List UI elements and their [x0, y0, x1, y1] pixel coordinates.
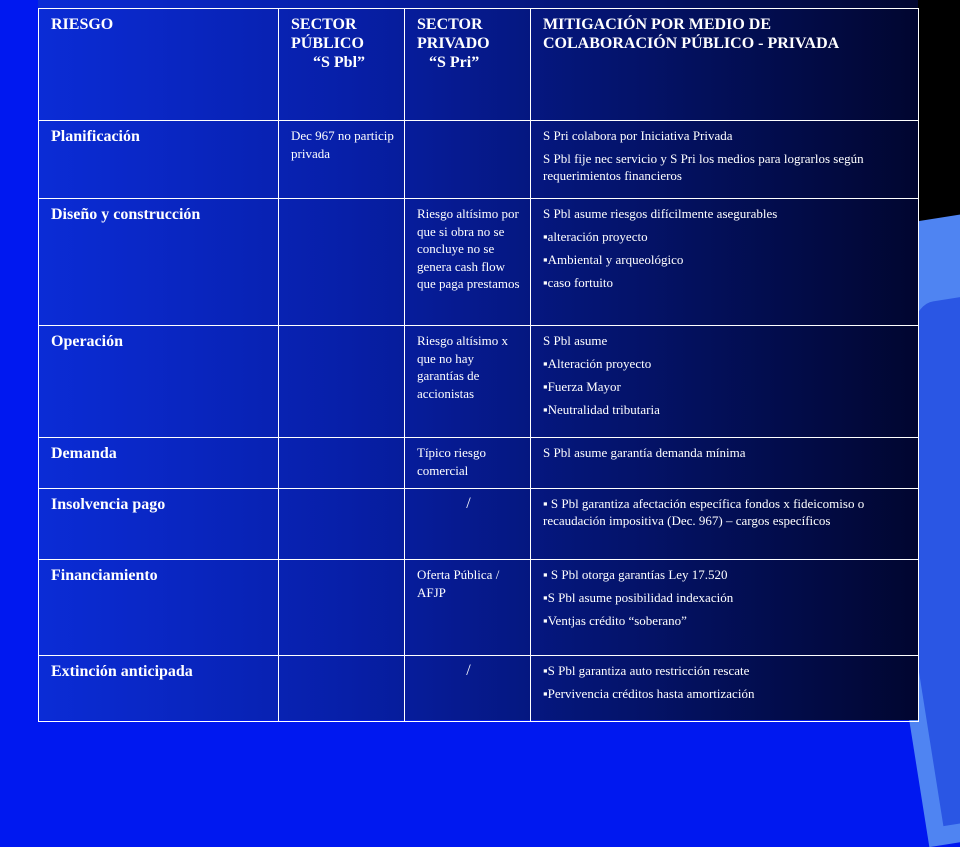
- mitigation-item: S Pbl asume riesgos difícilmente asegurables: [543, 206, 778, 221]
- table-row: [39, 560, 919, 656]
- row-mitigation-cell: [531, 656, 919, 722]
- row-private-cell: /: [405, 656, 531, 722]
- mitigation-item: ▪alteración proyecto: [543, 229, 648, 244]
- risk-table: [38, 8, 919, 722]
- mitigation-item: ▪Pervivencia créditos hasta amortización: [543, 686, 755, 701]
- mitigation-item: ▪S Pbl garantiza auto restricción rescate: [543, 663, 750, 678]
- row-risk-label: Demanda: [39, 438, 279, 489]
- row-risk-label: Extinción anticipada: [39, 656, 279, 722]
- row-risk-label: Diseño y construcción: [39, 199, 279, 326]
- row-risk-label: Financiamiento: [39, 560, 279, 656]
- row-mitigation-cell: [531, 121, 919, 199]
- header-mitigation: MITIGACIÓN POR MEDIO DE COLABORACIÓN PÚBLICO - PRIVADA: [531, 9, 919, 121]
- row-public-cell: [279, 489, 405, 560]
- row-mitigation-cell: [531, 199, 919, 326]
- table-row: [39, 489, 919, 560]
- row-public-cell: Dec 967 no particip privada: [279, 121, 405, 199]
- row-private-cell: Oferta Pública / AFJP: [405, 560, 531, 656]
- header-private-abbr: “S Pri”: [429, 54, 480, 71]
- row-risk-label: Operación: [39, 326, 279, 438]
- mitigation-item: ▪S Pbl asume posibilidad indexación: [543, 590, 734, 605]
- mitigation-item: S Pbl asume garantía demanda mínima: [543, 445, 746, 460]
- row-private-cell: Típico riesgo comercial: [405, 438, 531, 489]
- mitigation-item: ▪ S Pbl garantiza afectación específica fondos x fideicomiso o recaudación impositiva (Dec. 967) – cargos específicos: [543, 496, 865, 528]
- mitigation-item: ▪Ambiental y arqueológico: [543, 252, 684, 267]
- row-risk-label: Insolvencia pago: [39, 489, 279, 560]
- row-private-cell: [405, 121, 531, 199]
- table-row: [39, 326, 919, 438]
- table-row: [39, 438, 919, 489]
- mitigation-item: ▪Neutralidad tributaria: [543, 402, 660, 417]
- row-private-cell: Riesgo altísimo x que no hay garantías de accionistas: [405, 326, 531, 438]
- row-public-cell: [279, 560, 405, 656]
- row-private-cell: Riesgo altísimo por que si obra no se concluye no se genera cash flow que paga prestamos: [405, 199, 531, 326]
- mitigation-item: ▪caso fortuito: [543, 275, 613, 290]
- mitigation-item: ▪Ventjas crédito “soberano”: [543, 613, 687, 628]
- mitigation-item: ▪Fuerza Mayor: [543, 379, 621, 394]
- row-public-cell: [279, 438, 405, 489]
- mitigation-item: ▪Alteración proyecto: [543, 356, 652, 371]
- row-mitigation-cell: [531, 560, 919, 656]
- header-row: [39, 9, 919, 121]
- table-row: [39, 656, 919, 722]
- table-row: [39, 199, 919, 326]
- header-public-sector: SECTOR PÚBLICO “S Pbl”: [279, 9, 405, 121]
- row-risk-label: Planificación: [39, 121, 279, 199]
- row-public-cell: [279, 199, 405, 326]
- row-private-cell: /: [405, 489, 531, 560]
- row-public-cell: [279, 656, 405, 722]
- row-mitigation-cell: [531, 489, 919, 560]
- row-public-cell: [279, 326, 405, 438]
- header-risk: RIESGO: [39, 9, 279, 121]
- mitigation-item: S Pbl asume: [543, 333, 608, 348]
- row-mitigation-cell: [531, 438, 919, 489]
- header-public-abbr: “S Pbl”: [313, 54, 366, 71]
- row-mitigation-cell: [531, 326, 919, 438]
- header-private-sector: SECTOR PRIVADO “S Pri”: [405, 9, 531, 121]
- mitigation-item: S Pbl fije nec servicio y S Pri los medios para lograrlos según requerimientos financieros: [543, 151, 864, 183]
- mitigation-item: S Pri colabora por Iniciativa Privada: [543, 128, 733, 143]
- mitigation-item: ▪ S Pbl otorga garantías Ley 17.520: [543, 567, 728, 582]
- table-row: [39, 121, 919, 199]
